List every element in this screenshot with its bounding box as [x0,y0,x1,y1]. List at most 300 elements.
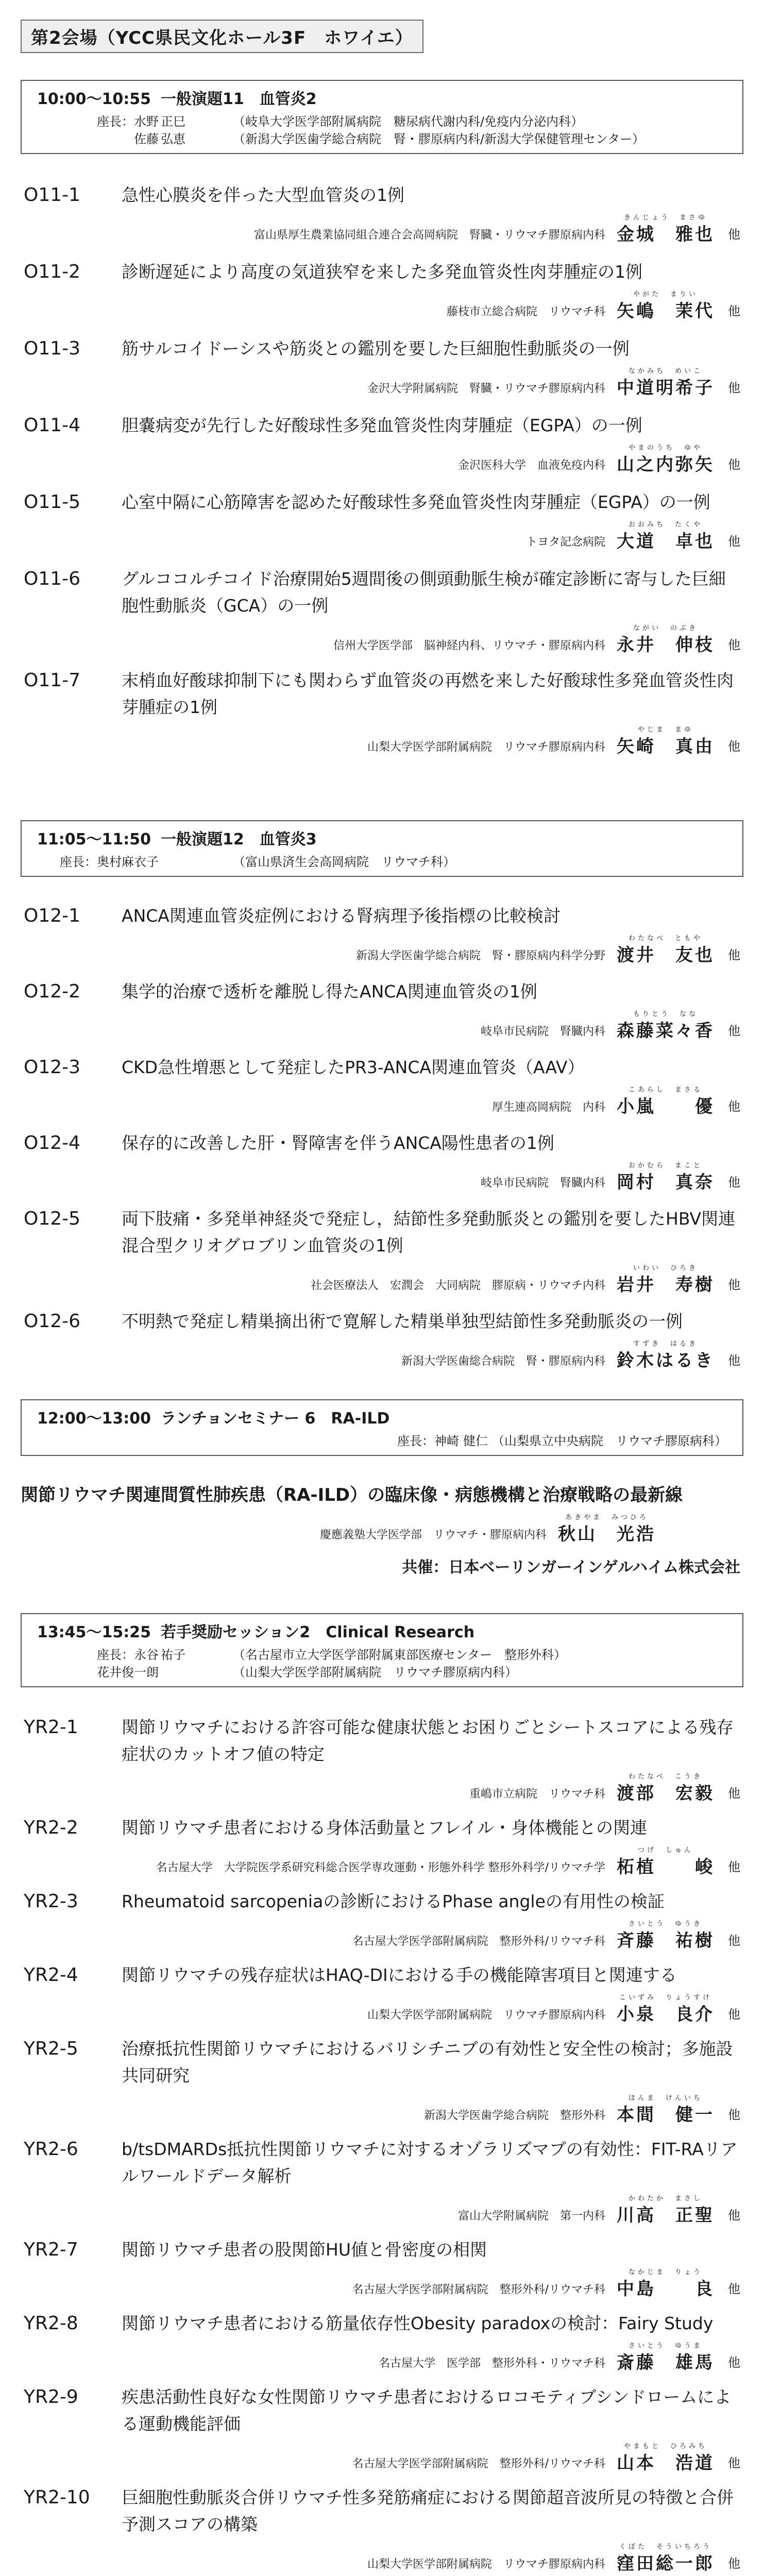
chair-affiliation: （富山県済生会高岡病院 リウマチ科） [233,855,455,869]
presentation-title: 診断遅延により高度の気道狭窄を来した多発血管炎性肉芽腫症の1例 [122,262,642,282]
presentation-id: YR2-8 [24,2313,78,2334]
co-authors-mark: 他 [728,1278,740,1292]
presenter-affiliation: トヨタ記念病院 [525,536,605,549]
luncheon-time: 12:00～13:00 [37,1410,151,1428]
presentation-title: 関節リウマチにおける許容可能な健康状態とお困りごとシートスコアによる残存症状のカットオフ値の特定 [122,1717,734,1764]
presenter-name-reading: おかむら まこと [628,1162,703,1170]
co-authors-mark: 他 [728,638,740,652]
presentation-title: 筋サルコイドーシスや筋炎との鑑別を要した巨細胞性動脈炎の一例 [122,338,630,359]
chair-affiliation: （名古屋市立大学医学部附属東部医療センター 整形外科） [233,1648,567,1662]
spacer [21,1687,743,1714]
presentation-item [21,1962,743,2025]
presenter-affiliation: 金沢医科大学 血液免疫内科 [457,459,605,472]
presentation-id: YR2-5 [24,2038,78,2059]
chair-affiliation: （山梨大学医学部附属病院 リウマチ膠原病内科） [233,1665,517,1680]
presenter-name-reading: かわたか まさし [628,2195,703,2202]
presentation-item [21,2036,743,2126]
co-authors-mark: 他 [728,1786,740,1801]
presenter-name-block [617,442,715,476]
presenter-name-block [617,1084,715,1117]
presenter-name-reading: さいとう ゆうき [628,1920,703,1928]
presenter-affiliation: 岐阜市民病院 腎臓内科 [480,1025,605,1038]
presenter-name-reading: すずき はるき [633,1340,699,1348]
co-authors-mark: 他 [728,2108,740,2122]
presentation-title: 心室中隔に心筋障害を認めた好酸球性多発血管炎性肉芽腫症（EGPA）の一例 [122,492,710,512]
presentation-item [21,489,743,552]
presenter-line [122,1262,740,1296]
presenter-name: 中島 良 [617,2279,715,2299]
co-authors-mark: 他 [728,1860,740,1874]
presentation-item [21,2384,743,2474]
spacer [21,2126,743,2136]
presentation-body [122,1130,740,1193]
presentation-id: O11-7 [24,670,81,691]
co-authors-mark: 他 [728,381,740,395]
presenter-name: 金城 雅也 [617,224,715,245]
presenter-line [122,2441,740,2474]
presenter-name-block [617,2340,715,2374]
presentation-title: 関節リウマチ患者における身体活動量とフレイル・身体機能との関連 [122,1818,648,1838]
presentation-id: O11-6 [24,568,81,589]
presenter-affiliation: 新潟大学医歯総合病院 腎・膠原病内科 [401,1355,605,1368]
presenter-name: 森藤菜々香 [617,1021,715,1041]
chair-label: 座長：水野 [97,114,159,129]
presenter-line [122,2541,740,2574]
chair-name: 健仁 [463,1434,488,1448]
session-header [22,1614,742,1644]
presenter-affiliation: 重嶋市立病院 リウマチ科 [469,1788,605,1801]
presenter-affiliation: 新潟大学医歯学総合病院 腎・膠原病内科学分野 [355,950,605,962]
co-authors-mark: 他 [728,2208,740,2223]
presenter-name: 鈴木はるき [617,1350,715,1371]
presenter-name-reading: やじま まゆ [637,726,693,734]
presentation-id: YR2-7 [24,2239,78,2260]
program-body [21,53,743,2576]
presentation-title: 急性心膜炎を伴った大型血管炎の1例 [122,185,404,205]
presentation-title: 両下肢痛・多発単神経炎で発症し，結節性多発動脈炎との鑑別を要したHBV関連混合型クリオグロブリン血管炎の1例 [122,1209,736,1256]
presenter-name-reading: やがた まりい [633,291,698,298]
presentation-title: 末梢血好酸球抑制下にも関わらず血管炎の再燃を来した好酸球性多発血管炎性肉芽腫症の1例 [122,670,734,717]
presenter-name-block [617,1918,715,1952]
presenter-name: 岡村 真奈 [617,1172,715,1193]
presenter-name-reading: つげ しゅん [637,1846,693,1854]
presenter-line [122,1992,740,2025]
presenter-affiliation: 金沢大学附属病院 腎臓・リウマチ膠原病内科 [367,382,605,395]
lecturer-affiliation: 慶應義塾大学医学部 リウマチ・膠原病内科 [319,1529,547,1541]
presentation-item [21,2310,743,2374]
session-time: 10:00～10:55 [37,90,151,108]
presenter-affiliation: 名古屋大学医学部附属病院 整形外科/リウマチ科 [352,1935,605,1948]
presenter-line [122,1918,740,1952]
co-authors-mark: 他 [728,1353,740,1368]
chair-row [37,113,727,130]
co-authors-mark: 他 [728,2456,740,2470]
presenter-name: 斉藤 祐樹 [617,1930,715,1951]
presenter-affiliation: 岐阜市民病院 腎臓内科 [480,1177,605,1190]
co-authors-mark: 他 [728,948,740,962]
presenter-line [122,1084,740,1117]
presenter-name-reading: ほんま けんいち [628,2094,703,2102]
presentation-id: O11-1 [24,184,81,206]
presentation-body [122,667,740,757]
presentation-title: 関節リウマチの残存症状はHAQ-DIにおける手の機能障害項目と関連する [122,1965,677,1985]
presentation-title: 集学的治療で透析を離脱し得たANCA関連血管炎の1例 [122,981,537,1002]
luncheon-title: ランチョンセミナー 6 RA-ILD [161,1410,390,1428]
presenter-name: 山本 浩道 [617,2453,715,2473]
spacer [21,154,743,182]
presenter-name-block [617,2266,715,2300]
presenter-name: 山之内弥矢 [617,454,715,475]
chair-label: 座長：永谷 [97,1648,159,1662]
session-chairs [22,111,742,153]
session-header [22,821,742,851]
lecturer-name-reading: あきやま みつひろ [565,1514,649,1521]
presenter-affiliation: 富山県厚生農業協同組合連合会高岡病院 腎臓・リウマチ膠原病内科 [253,229,605,242]
presentation-id: O11-4 [24,415,81,436]
chair-row [37,1664,727,1681]
presenter-name-reading: こあらし まさる [628,1086,703,1094]
presentation-body [122,1206,740,1296]
presentation-item [21,1815,743,1878]
presenter-name-reading: やまもと ひろみち [623,2443,707,2450]
spacer [21,877,743,903]
spacer [21,245,743,259]
presenter-name-block [617,519,715,552]
presentation-item [21,1206,743,1296]
presenter-name-reading: おおみち たくや [628,521,703,529]
presentation-item [21,182,743,245]
spacer [21,1384,743,1399]
venue-title: 第2会場（YCC県民文化ホール3F ホワイエ） [21,20,423,53]
presentation-body [122,1308,740,1371]
presentation-title: 関節リウマチ患者の股関節HU値と骨密度の相関 [122,2240,487,2260]
lecture-title: 関節リウマチ関連間質性肺疾患（RA-ILD）の臨床像・病態機構と治療戦略の最新線 [21,1485,683,1505]
presenter-name: 矢嶋 茉代 [617,301,715,321]
presentation-body [122,1962,740,2025]
presentation-item [21,335,743,399]
presenter-name-block [617,289,715,322]
presenter-name-block [617,2193,715,2226]
presenter-line [122,2340,740,2374]
chair-row [37,1432,727,1450]
presentation-item [21,259,743,322]
presenter-name: 川高 正聖 [617,2205,715,2226]
co-authors-mark: 他 [728,2007,740,2022]
presentation-body [122,1815,740,1878]
presentation-body [122,2384,740,2474]
presentation-body [122,412,740,476]
spacer [21,1371,743,1384]
spacer [21,53,743,80]
presenter-name-block [617,2441,715,2474]
luncheon-header [22,1400,742,1430]
chair-name: 正巳 [161,114,185,129]
spacer [21,476,743,489]
chair-label: 座長：奥村麻衣子 [60,855,159,869]
presentation-title: 疾患活動性良好な女性関節リウマチ患者におけるロコモティブシンドロームによる運動機能評価 [122,2387,732,2434]
spacer [21,1296,743,1308]
presenter-name: 窪田総一郎 [617,2553,715,2574]
chair-affiliation: （山梨県立中央病院 リウマチ膠原病科） [492,1434,727,1448]
spacer [21,1117,743,1130]
presenter-name-reading: くぼた そういちろう [619,2543,712,2551]
presenter-name-reading: こいずみ りょうすけ [619,1994,712,2002]
presentation-body [122,1714,740,1804]
sponsor-line: 共催：日本ベーリンガーインゲルハイム株式会社 [402,1558,740,1577]
presenter-name: 本間 健一 [617,2105,715,2125]
presentation-item [21,566,743,656]
presenter-name-reading: いわい ひろき [633,1264,698,1272]
chair-affiliation: （岐阜大学医学部附属病院 糖尿病代謝内科/免疫内分泌内科） [233,114,584,129]
spacer [21,1952,743,1962]
presenter-name-reading: なかみち めいこ [628,367,703,375]
presenter-name-block [617,1160,715,1193]
presentation-id: YR2-2 [24,1817,78,1838]
spacer [21,1042,743,1054]
presenter-name: 永井 伸枝 [617,635,715,655]
lecturer-line [21,1512,656,1545]
presentation-body [122,335,740,399]
presenter-name-block [617,1262,715,1296]
presentation-id: O12-6 [24,1311,81,1332]
chair-label: 座長：神崎 [397,1434,459,1448]
presentation-item [21,903,743,966]
session-chairs [22,1644,742,1686]
spacer [21,1456,743,1482]
presenter-name-block [617,1844,715,1878]
presenter-affiliation: 山梨大学医学部附属病院 リウマチ膠原病内科 [367,2009,605,2022]
presentation-id: YR2-1 [24,1717,78,1738]
chair-name: 弘恵 [161,132,185,146]
presenter-line [122,1844,740,1878]
presenter-line [122,1338,740,1371]
spacer [21,322,743,335]
spacer [21,552,743,566]
presenter-name-block [617,622,715,656]
presenter-name-block [617,365,715,399]
co-authors-mark: 他 [728,457,740,472]
presenter-affiliation: 富山大学附属病院 第一内科 [457,2210,605,2223]
presentation-body [122,2036,740,2126]
chair-row [37,1646,727,1664]
co-authors-mark: 他 [728,534,740,549]
chair-name [161,1664,233,1681]
session-header [22,81,742,111]
presentation-title: 関節リウマチ患者における筋量依存性Obesity paradoxの検討：Fairy Study [122,2313,714,2333]
presenter-affiliation: 名古屋大学医学部附属病院 整形外科/リウマチ科 [352,2283,605,2296]
spacer [21,2474,743,2484]
presentation-body [122,182,740,245]
spacer [21,1193,743,1206]
presenter-affiliation: 名古屋大学 医学部 整形外科・リウマチ科 [378,2357,605,2370]
presenter-line [122,2092,740,2126]
session-title: 一般演題11 血管炎2 [161,90,317,108]
presentation-item [21,1714,743,1804]
presenter-name: 岩井 寿樹 [617,1275,715,1295]
presenter-name-reading: わたなべ ともや [628,935,703,942]
presenter-name-block [617,1008,715,1042]
presentation-title: グルココルチコイド治療開始5週間後の側頭動脈生検が確定診断に寄与した巨細胞性動脈炎（GCA）の一例 [122,569,726,616]
presenter-name-reading: きんじょう まさゆ [623,214,707,222]
spacer [21,2374,743,2384]
presentation-title: 保存的に改善した肝・腎障害を伴うANCA陽性患者の1例 [122,1133,554,1153]
presenter-name-block [617,212,715,245]
spacer [21,2226,743,2236]
presentation-body [122,903,740,966]
presentation-item [21,978,743,1042]
presentation-body [122,1888,740,1952]
presentation-body [122,566,740,656]
lecturer-name: 秋山 光浩 [558,1524,656,1545]
presenter-name: 小嵐 優 [617,1096,715,1117]
presenter-name: 柘植 峻 [617,1857,715,1877]
presentation-id: YR2-10 [24,2487,90,2508]
presentation-body [122,489,740,552]
spacer [21,966,743,978]
spacer [21,1804,743,1815]
presentation-id: YR2-4 [24,1964,78,1986]
lecturer-name-block [558,1512,656,1545]
presentation-body [122,978,740,1042]
co-authors-mark: 他 [728,2355,740,2370]
presentation-item [21,1888,743,1952]
spacer [21,2025,743,2036]
presenter-name-reading: ながい のぶき [633,624,698,632]
presentation-body [122,259,740,322]
presentation-body [122,2136,740,2226]
session-box [21,1613,743,1687]
spacer [21,399,743,412]
presentation-item [21,2484,743,2574]
chair-name: 祐子 [161,1648,185,1662]
presentation-item [21,1130,743,1193]
presentation-body [122,2484,740,2574]
co-authors-mark: 他 [728,1024,740,1038]
session-box [21,820,743,877]
presentation-title: 胆嚢病変が先行した好酸球性多発血管炎性肉芽腫症（EGPA）の一例 [122,415,642,435]
presenter-line [122,933,740,966]
session-time: 11:05～11:50 [37,831,151,849]
presenter-affiliation: 信州大学医学部 脳神経内科、リウマチ・膠原病内科 [333,639,605,652]
presenter-name: 大道 卓也 [617,531,715,552]
spacer [21,757,743,771]
presentation-body [122,1054,740,1117]
presenter-name: 渡井 友也 [617,945,715,965]
presenter-line [122,1008,740,1042]
presenter-name-block [617,724,715,757]
presenter-affiliation: 名古屋大学 大学院医学系研究科総合医学専攻運動・形態外科学 整形外科学/リウマチ学 [156,1861,605,1874]
luncheon-chairs [22,1430,742,1455]
session-title: 一般演題12 血管炎3 [161,831,317,849]
presenter-name-reading: なかじま りょう [628,2268,703,2276]
chair-affiliation: （新潟大学医歯学総合病院 腎・膠原病内科/新潟大学保健管理センター） [233,132,645,146]
presentation-title: ANCA関連血管炎症例における腎病理予後指標の比較検討 [122,906,561,926]
presenter-affiliation: 山梨大学医学部附属病院 リウマチ膠原病内科 [367,2558,605,2571]
spacer [21,656,743,667]
chair-label: 花井俊一朗 [97,1665,159,1680]
presenter-name-reading: もりとう なな [633,1010,698,1018]
presentation-item [21,2236,743,2300]
presenter-line [122,2266,740,2300]
chair-label: 佐藤 [134,132,159,146]
presenter-name: 中道明希子 [617,378,715,398]
spacer [21,2300,743,2310]
presenter-line [122,442,740,476]
co-authors-mark: 他 [728,2282,740,2296]
presenter-affiliation: 名古屋大学医学部附属病院 整形外科/リウマチ科 [352,2458,605,2470]
presenter-name: 渡部 宏毅 [617,1783,715,1804]
co-authors-mark: 他 [728,1934,740,1948]
presentation-title: 不明熱で発症し精巣摘出術で寛解した精巣単独型結節性多発動脈炎の一例 [122,1311,683,1331]
presenter-affiliation: 藤枝市立総合病院 リウマチ科 [446,306,605,318]
presentation-body [122,2236,740,2300]
presentation-id: YR2-9 [24,2386,78,2408]
presentation-id: O12-1 [24,905,81,926]
presentation-id: O12-2 [24,981,81,1002]
presenter-affiliation: 社会医療法人 宏潤会 大同病院 膠原病・リウマチ内科 [310,1279,605,1292]
presenter-line [122,519,740,552]
presentation-id: YR2-6 [24,2139,78,2160]
presenter-line [122,289,740,322]
presenter-line [122,622,740,656]
chair-row [37,130,727,148]
presenter-affiliation: 新潟大学医歯学総合病院 整形外科 [423,2109,605,2122]
presentation-title: 治療抵抗性関節リウマチにおけるバリシチニブの有効性と安全性の検討；多施設共同研究 [122,2039,733,2086]
spacer [21,1878,743,1888]
chair-row [37,853,727,871]
presenter-name-block [617,1338,715,1371]
presentation-id: O11-2 [24,261,81,282]
presentation-body [122,2310,740,2374]
presentation-item [21,1054,743,1117]
presentation-item [21,412,743,476]
presenter-name-block [617,2541,715,2574]
presenter-name: 矢崎 真由 [617,736,715,757]
presentation-title: Rheumatoid sarcopeniaの診断におけるPhase angleの有用性の検証 [122,1891,665,1911]
co-authors-mark: 他 [728,1175,740,1190]
co-authors-mark: 他 [728,304,740,318]
co-authors-mark: 他 [728,2556,740,2571]
presenter-line [122,724,740,757]
presentation-id: O11-5 [24,492,81,513]
presenter-affiliation: 山梨大学医学部附属病院 リウマチ膠原病内科 [367,741,605,754]
luncheon-box [21,1399,743,1456]
presentation-item [21,667,743,757]
presenter-name-reading: さいとう ゆうま [628,2342,703,2350]
presentation-title: CKD急性増悪として発症したPR3-ANCA関連血管炎（AAV） [122,1057,585,1077]
presentation-id: YR2-3 [24,1891,78,1912]
presentation-id: O12-4 [24,1132,81,1154]
presenter-name-reading: やまのうち ゆや [628,444,703,452]
presenter-line [122,365,740,399]
presenter-affiliation: 厚生連高岡病院 内科 [491,1101,605,1114]
presenter-name: 斎藤 雄馬 [617,2352,715,2373]
presentation-title: b/tsDMARDs抵抗性関節リウマチに対するオゾラリズマブの有効性：FIT-RAリアルワールドデータ解析 [122,2139,738,2186]
session-box [21,80,743,154]
session-time: 13:45～15:25 [37,1623,151,1641]
spacer [21,771,743,820]
presentation-id: O11-3 [24,338,81,359]
presenter-line [122,1771,740,1804]
presenter-line [122,2193,740,2226]
presenter-name-block [617,2092,715,2126]
presenter-line [122,212,740,245]
presenter-name-block [617,1992,715,2025]
spacer [21,1577,743,1613]
presentation-item [21,2136,743,2226]
co-authors-mark: 他 [728,227,740,242]
presenter-name-block [617,1771,715,1804]
